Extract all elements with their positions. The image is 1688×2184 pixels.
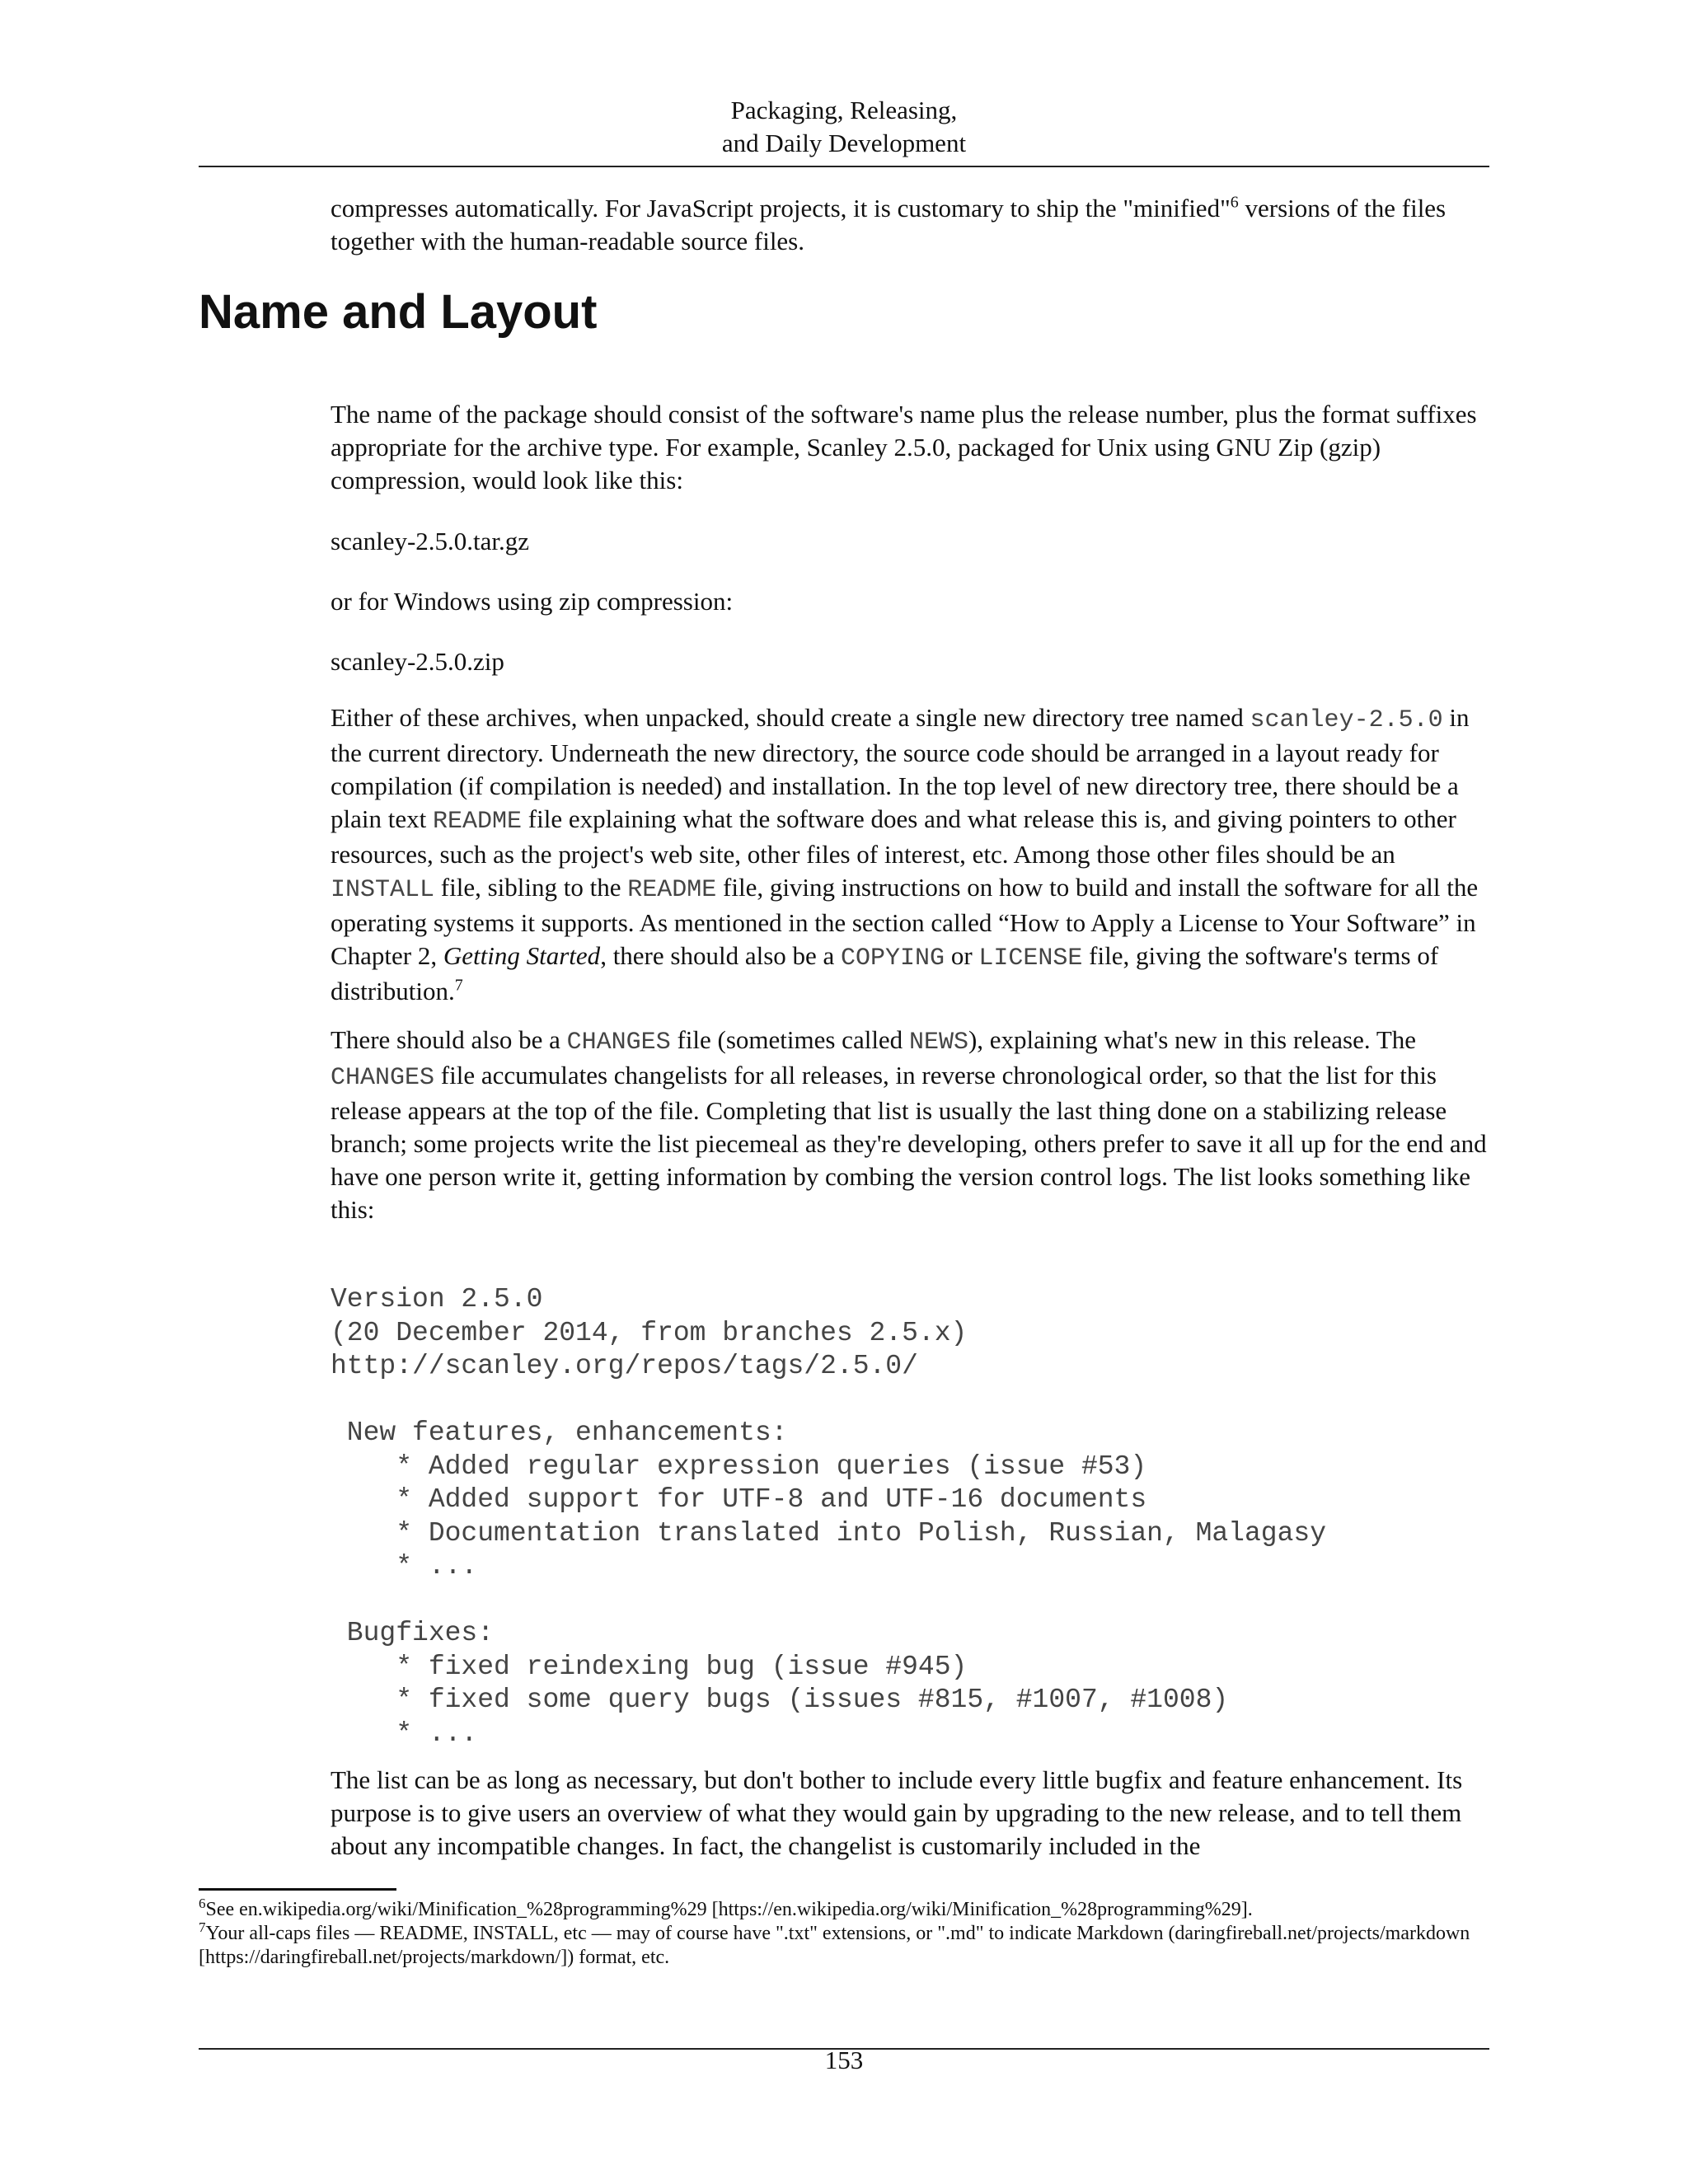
code-changes-2: CHANGES: [331, 1064, 435, 1092]
para3-text-1: There should also be a: [331, 1025, 567, 1054]
footnote-6: [199, 1898, 1489, 1922]
para2-text-1: Either of these archives, when unpacked, should create a single new directory tree named: [331, 703, 1250, 732]
paragraph-list-length-text: The list can be as long as necessary, but don't bother to include every little bugfix and feature enhancement. Its purpose is to give users an overview of what they would gain by upgrading to the new release, and to tell them about any incompatible changes. In fact, the changelist is customarily included in the: [331, 1765, 1463, 1860]
filename-zip-text: scanley-2.5.0.zip: [331, 647, 504, 676]
footnotes: [199, 1898, 1489, 1970]
paragraph-windows-text: or for Windows using zip compression:: [331, 587, 734, 616]
footnote-6-text[interactable]: See en.wikipedia.org/wiki/Minification_%28programming%29 [https://en.wikipedia.org/wiki/Minification_%28programming%29].: [205, 1899, 1253, 1920]
filename-tar-text: scanley-2.5.0.tar.gz: [331, 527, 530, 555]
chapter-title-link[interactable]: Getting Started: [443, 941, 601, 970]
running-header: [199, 94, 1489, 160]
footnote-ref-7[interactable]: 7: [454, 976, 463, 995]
footnote-7-text[interactable]: Your all-caps files — README, INSTALL, etc — may of course have ".txt" extensions, or ".md" to indicate Markdown (daringfireball.net/projects/markdown [https://daringfireball.net/projects/markdown/]) format, etc.: [199, 1923, 1470, 1968]
paragraph-package-name-text: The name of the package should consist of the software's name plus the release number, plus the format suffixes appropriate for the archive type. For example, Scanley 2.5.0, packaged for Unix using GNU Zip (gzip) compression, would look like this:: [331, 400, 1477, 494]
filename-zip: [331, 645, 1489, 678]
running-header-line-2: and Daily Development: [721, 129, 967, 157]
para2-text-5: file, giving instructions on how to build and install the software for all the operating systems it supports. As mentioned in the section called “How to Apply a License to Your Software” in Chapter 2,: [331, 873, 1479, 970]
para3-text-4: file accumulates changelists for all releases, in reverse chronological order, so that the list for this release appears at the top of the file. Completing that list is usually the last thing done on a stabilizing release branch; some projects write the list piecemeal as they're developing, others prefer to save it all up for the end and have one person write it, getting information by combing the version control logs. The list looks something like this:: [331, 1061, 1487, 1224]
paragraph-changes: [331, 1024, 1489, 1226]
header-rule: [199, 166, 1489, 167]
code-scanley-dir: scanley-2.5.0: [1250, 706, 1443, 734]
code-copying: COPYING: [841, 944, 945, 972]
para2-text-3: file explaining what the software does and what release this is, and giving pointers to other resources, such as the project's web site, other files of interest, etc. Among those other files should be an: [331, 804, 1456, 869]
footnote-6-number: 6: [199, 1896, 206, 1911]
paragraph-windows: [331, 585, 1489, 618]
para2-text-2: in the current directory. Underneath the new directory, the source code should be arranged in a layout ready for compilation (if compilation is needed) and installation. In the top level of new directory tree, there should be a plain text: [331, 703, 1470, 833]
code-readme: README: [432, 808, 523, 836]
running-header-line-1: Packaging, Releasing,: [730, 96, 958, 124]
footnote-7-number: 7: [199, 1919, 206, 1935]
para3-text-2: file (sometimes called: [670, 1025, 909, 1054]
code-news: NEWS: [908, 1029, 968, 1057]
paragraph-list-length: [331, 1764, 1489, 1863]
intro-paragraph: [331, 192, 1489, 258]
para2-text-8: file, giving the software's terms of distribution.: [331, 941, 1439, 1005]
section-title: Name and Layout: [199, 285, 598, 339]
filename-tar: [331, 525, 1489, 558]
footnote-ref-6[interactable]: 6: [1230, 193, 1239, 212]
changelog-code-block: Version 2.5.0 (20 December 2014, from branches 2.5.x) http://scanley.org/repos/tags/2.5.0/ New features, enhancements: * Added regular expression queries (issue #53) * Added support for UTF-8 and UTF-16 documents * Documentation translated into Polish, Russian, Malagasy * ... Bugfixes: * fixed reindexing bug (issue #945) * fixed some query bugs (issues #815, #1007, #1008) * ...: [331, 1284, 1326, 1749]
code-changes: CHANGES: [566, 1029, 671, 1057]
para2-text-7: or: [945, 941, 979, 970]
para2-text-4: file, sibling to the: [434, 873, 628, 902]
paragraph-package-name: [331, 398, 1489, 497]
paragraph-layout: [331, 701, 1489, 1008]
page-number: 153: [824, 2046, 864, 2074]
intro-text-1: compresses automatically. For JavaScript projects, it is customary to ship the "minified": [331, 194, 1231, 223]
footnote-7: [199, 1919, 1489, 1970]
intro-text-2: versions of the files together with the human-readable source files.: [331, 194, 1447, 255]
code-install: INSTALL: [331, 876, 435, 904]
footnote-rule: [199, 1888, 396, 1891]
para2-text-6: , there should also be a: [600, 941, 842, 970]
para3-text-3: ), explaining what's new in this release. The: [968, 1025, 1417, 1054]
code-license: LICENSE: [978, 944, 1083, 972]
code-readme-2: README: [627, 876, 717, 904]
